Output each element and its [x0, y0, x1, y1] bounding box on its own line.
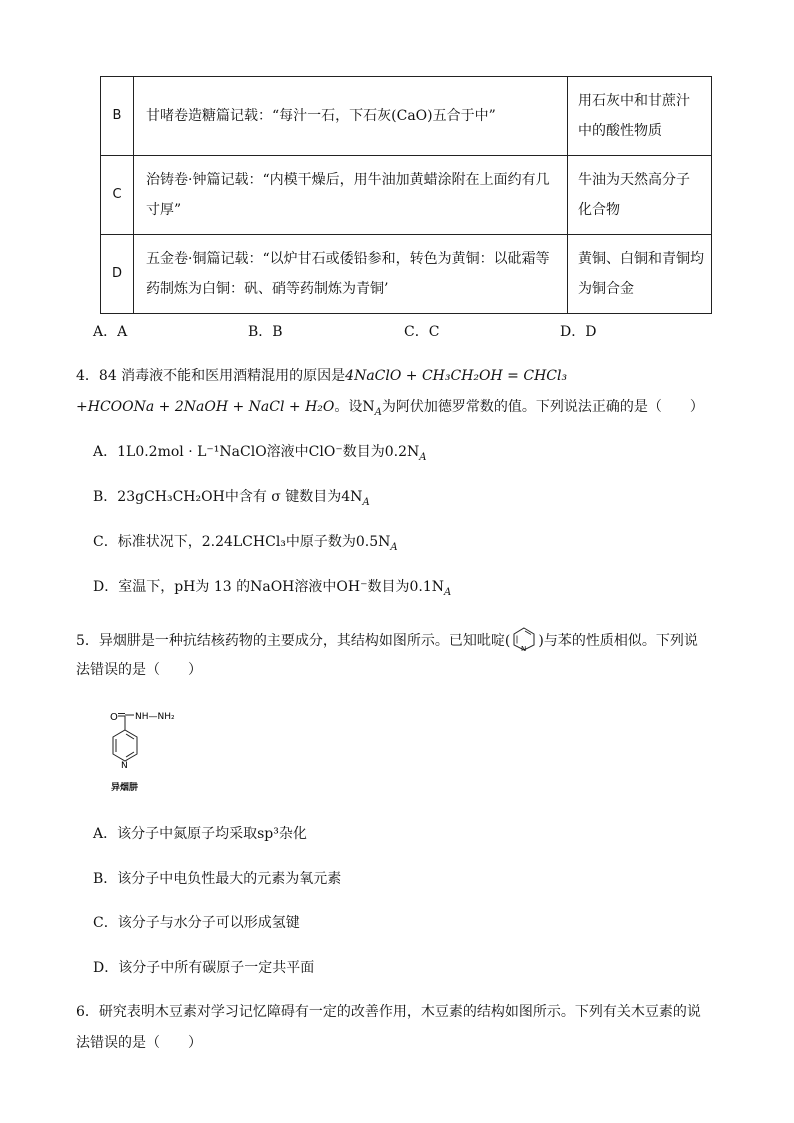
q5-stem-text-a: 5．异烟肼是一种抗结核药物的主要成分，其结构如图所示。已知吡啶(: [76, 633, 511, 649]
q4-option-a-text: A．1L0.2mol · L⁻¹NaClO溶液中ClO⁻数目为0.2N: [93, 444, 420, 460]
table-row: [101, 235, 712, 314]
table-row: [101, 156, 712, 235]
q4-na-text: 。设N: [334, 399, 375, 415]
q4-option-d-text: D．室温下，pH为 13 的NaOH溶液中OH⁻数目为0.1N: [93, 579, 444, 595]
row-note-line: 化合物: [578, 202, 620, 218]
q4-option-d-sub: A: [443, 586, 452, 598]
row-note-line: 牛油为天然高分子: [578, 172, 690, 188]
q4-na-sub: A: [374, 406, 382, 418]
q3-option-a[interactable]: A．A: [93, 324, 128, 340]
row-note-line: 用石灰中和甘蔗汁: [578, 93, 690, 109]
q5-option-c[interactable]: C．该分子与水分子可以形成氢键: [93, 915, 300, 931]
q4-option-a[interactable]: [93, 441, 426, 463]
q4-stem-line2: [76, 396, 704, 418]
row-note: [568, 77, 712, 156]
row-text-line: 五金卷·铜篇记载：“以炉甘石或倭铅参和，转色为黄铜：以砒霜等: [146, 251, 550, 267]
q5-stem-text-b: )与苯的性质相似。下列说: [538, 633, 698, 649]
row-letter: D: [101, 235, 134, 314]
q6-stem-line1: 6．研究表明木豆素对学习记忆障碍有一定的改善作用，木豆素的结构如图所示。下列有关木豆素的说: [76, 1004, 701, 1020]
q4-stem-text: 4．84 消毒液不能和医用酒精混用的原因是: [76, 368, 346, 384]
row-text: [134, 77, 568, 156]
q4-formula-2: +HCOONa + 2NaOH + NaCl + H₂O: [76, 399, 335, 415]
q3-option-b[interactable]: B．B: [248, 324, 283, 340]
row-note: [568, 156, 712, 235]
row-letter: C: [101, 156, 134, 235]
q5-option-d[interactable]: D．该分子中所有碳原子一定共平面: [93, 960, 315, 976]
row-note-line: 黄铜、白铜和青铜均: [578, 251, 704, 267]
row-text-line: 治铸卷·钟篇记载：“内模干燥后，用牛油加黄蜡涂附在上面约有几: [146, 172, 550, 188]
struct-ring-n: N: [121, 761, 128, 771]
q4-option-c-text: C．标准状况下，2.24LCHCl₃中原子数为0.5N: [93, 534, 391, 550]
row-note-line: 为铜合金: [578, 281, 634, 297]
row-text-line: 药制炼为白铜：矾、硝等药制炼为青铜’: [146, 281, 389, 297]
row-text-line: 甘啫卷造糖篇记载：“每汁一石，下石灰(CaO)五合于中”: [146, 108, 496, 124]
q6-stem-line2: 法错误的是（ ）: [76, 1035, 202, 1051]
q4-option-b-sub: A: [362, 496, 370, 508]
q5-stem-line2: 法错误的是（ ）: [76, 662, 202, 678]
row-note: [568, 235, 712, 314]
q4-option-c-sub: A: [390, 541, 398, 553]
q3-option-d[interactable]: D．D: [560, 324, 597, 340]
pyridine-ring-icon: [510, 626, 538, 656]
q5-stem-line1: [76, 626, 698, 656]
row-text: [134, 235, 568, 314]
svg-text:N: N: [521, 645, 527, 652]
answer-table: [100, 76, 712, 314]
q5-option-b[interactable]: B．该分子中电负性最大的元素为氧元素: [93, 871, 342, 887]
q4-option-b-text: B．23gCH₃CH₂OH中含有 σ 键数目为4N: [93, 489, 363, 505]
q4-option-c[interactable]: [93, 531, 398, 553]
q4-stem-line1: [76, 365, 567, 385]
row-note-line: 中的酸性物质: [578, 123, 662, 139]
struct-nh-nh2: NH—NH₂: [135, 712, 175, 722]
row-text: [134, 156, 568, 235]
q4-option-b[interactable]: [93, 486, 370, 508]
isoniazid-structure: [104, 704, 188, 796]
q4-formula-1: 4NaClO + CH₃CH₂OH = CHCl₃: [345, 368, 568, 384]
q5-option-a[interactable]: A．该分子中氮原子均采取sp³杂化: [93, 826, 307, 842]
struct-name: 异烟肼: [111, 783, 139, 793]
q3-option-c[interactable]: C．C: [404, 324, 440, 340]
row-letter: B: [101, 77, 134, 156]
q4-stem-tail: 为阿伏加德罗常数的值。下列说法正确的是（ ）: [381, 399, 704, 415]
row-text-line: 寸厚”: [146, 202, 182, 218]
q4-option-d[interactable]: [93, 576, 451, 598]
table-row: [101, 77, 712, 156]
q4-option-a-sub: A: [419, 451, 427, 463]
struct-o: O: [110, 712, 118, 723]
